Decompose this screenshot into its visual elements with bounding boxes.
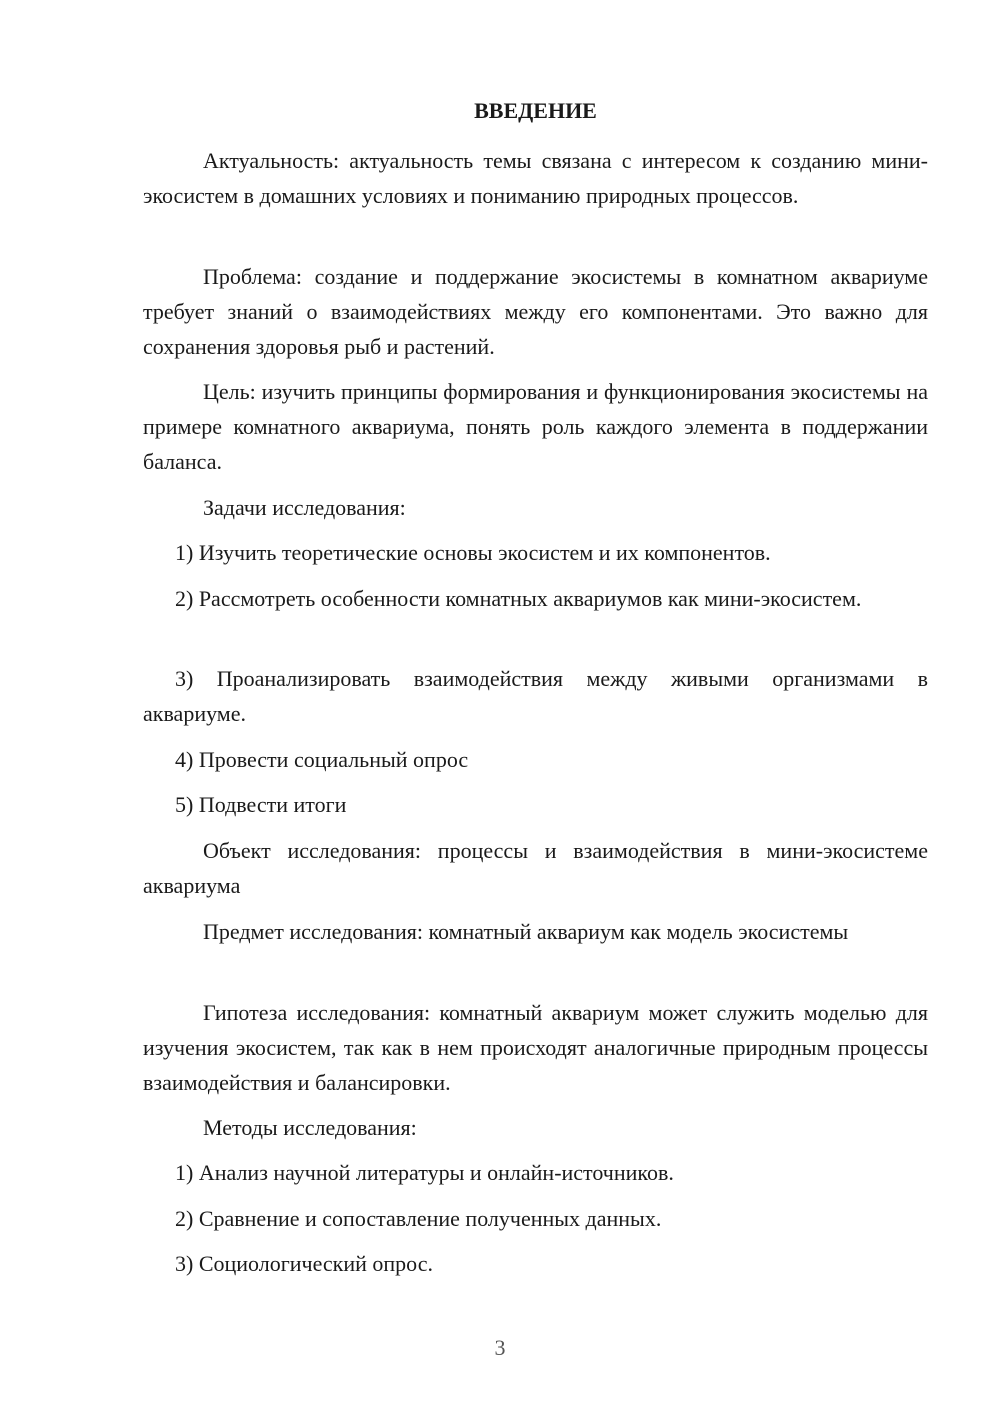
problem-paragraph: Проблема: создание и поддержание экосистемы в комнатном аквариуме требует знаний о взаимодействиях между его компонентами. Это важно для сохранения здоровья рыб и растений. bbox=[143, 264, 928, 359]
task-item-5: 5) Подвести итоги bbox=[175, 792, 347, 817]
hypothesis-paragraph: Гипотеза исследования: комнатный аквариум может служить моделью для изучения экосистем, так как в нем происходят аналогичные природным процессы взаимодействия и балансировки. bbox=[143, 1000, 928, 1095]
object-paragraph: Объект исследования: процессы и взаимодействия в мини-экосистеме аквариума bbox=[143, 838, 928, 898]
subject-paragraph: Предмет исследования: комнатный аквариум как модель экосистемы bbox=[203, 919, 849, 944]
method-item-3: 3) Социологический опрос. bbox=[175, 1251, 433, 1276]
tasks-heading: Задачи исследования: bbox=[203, 495, 406, 520]
task-item-1: 1) Изучить теоретические основы экосистем и их компонентов. bbox=[175, 540, 771, 565]
section-title: ВВЕДЕНИЕ bbox=[474, 98, 597, 123]
methods-heading: Методы исследования: bbox=[203, 1115, 417, 1140]
task-item-2: 2) Рассмотреть особенности комнатных аквариумов как мини-экосистем. bbox=[175, 586, 862, 611]
relevance-paragraph: Актуальность: актуальность темы связана с интересом к созданию мини-экосистем в домашних условиях и пониманию природных процессов. bbox=[143, 148, 928, 208]
goal-paragraph: Цель: изучить принципы формирования и функционирования экосистемы на примере комнатного аквариума, понять роль каждого элемента в поддержании баланса. bbox=[143, 379, 928, 474]
task-item-4: 4) Провести социальный опрос bbox=[175, 747, 469, 772]
page-number: 3 bbox=[494, 1335, 506, 1360]
task-item-3: 3) Проанализировать взаимодействия между живыми организмами в аквариуме. bbox=[143, 666, 928, 726]
method-item-2: 2) Сравнение и сопоставление полученных данных. bbox=[175, 1206, 662, 1231]
method-item-1: 1) Анализ научной литературы и онлайн-источников. bbox=[175, 1160, 674, 1185]
